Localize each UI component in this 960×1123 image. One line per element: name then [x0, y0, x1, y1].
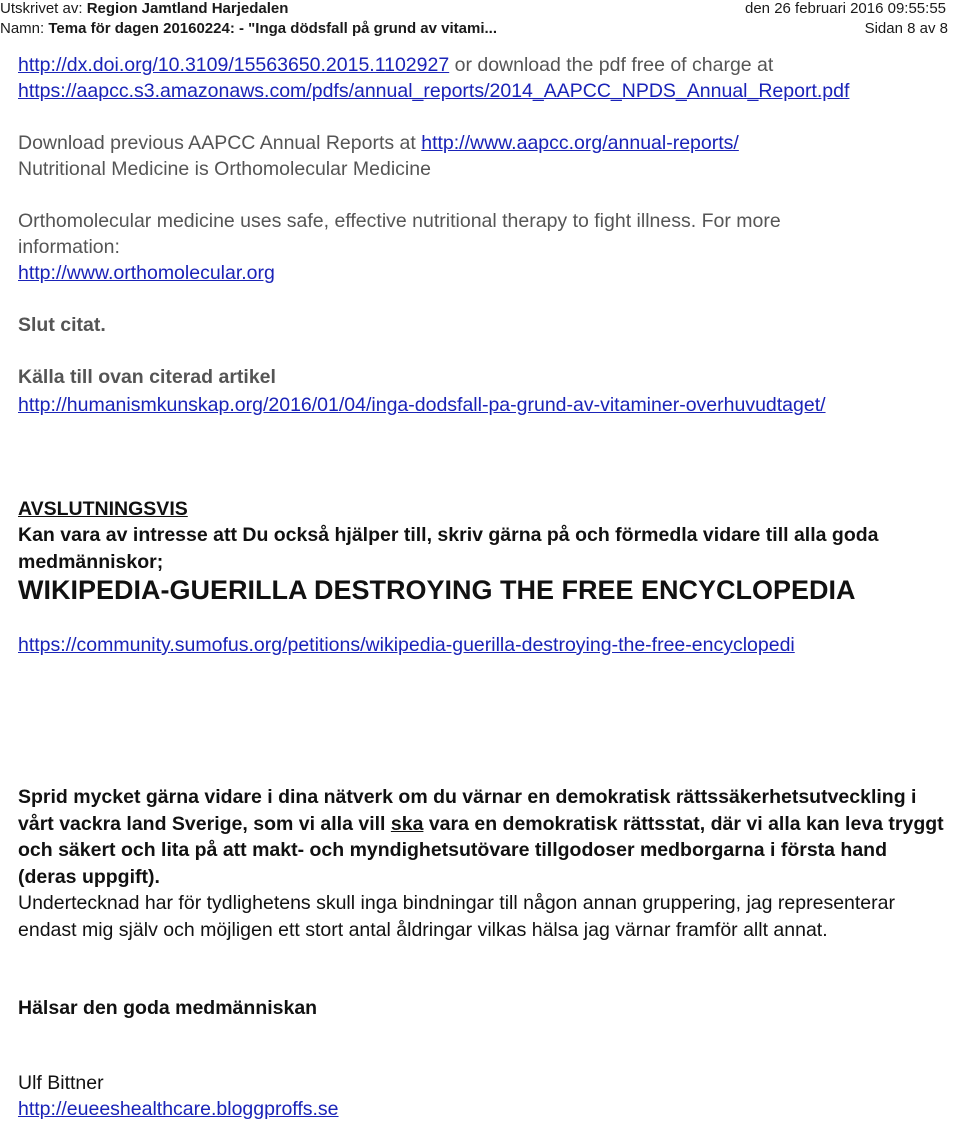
aapcc-pdf-link[interactable]: https://aapcc.s3.amazonaws.com/pdfs/annual_reports/2014_AAPCC_NPDS_Annual_Report.pdf	[18, 80, 850, 102]
blog-link-line	[18, 1096, 946, 1122]
doi-suffix: or download the pdf free of charge at	[449, 54, 774, 76]
printed-by-label: Utskrivet av:	[0, 0, 83, 17]
orthomolecular-text-1: Orthomolecular medicine uses safe, effective nutritional therapy to fight illness. For more	[18, 210, 781, 232]
petition-link[interactable]: https://community.sumofus.org/petitions/wikipedia-guerilla-destroying-the-free-encyclopedi	[18, 634, 795, 656]
spread-text-before: Sprid mycket gärna vidare i dina nätverk om du värnar en demokratisk rättssäkerhetsutveckling i vårt vackra land Sverige, som vi alla vill	[18, 786, 917, 835]
source-article-link[interactable]: http://humanismkunskap.org/2016/01/04/inga-dodsfall-pa-grund-av-vitaminer-overhuvudtaget/	[18, 394, 826, 416]
orthomolecular-text-2: information:	[18, 236, 120, 258]
document-name-label: Namn:	[0, 20, 45, 37]
source-heading: Källa till ovan citerad artikel	[18, 366, 276, 388]
orthomolecular-link-line	[18, 260, 946, 286]
previous-reports-text: Download previous AAPCC Annual Reports at	[18, 132, 422, 154]
blog-link[interactable]: http://eueeshealthcare.bloggproffs.se	[18, 1098, 339, 1120]
doi-line	[18, 52, 946, 78]
aapcc-reports-link[interactable]: http://www.aapcc.org/annual-reports/	[421, 132, 739, 154]
printed-by-value: Region Jamtland Harjedalen	[86, 0, 289, 17]
document-name-value: Tema för dagen 20160224: - "Inga dödsfall på grund av vitami...	[48, 20, 497, 37]
print-header-line2	[0, 20, 497, 38]
greeting: Hälsar den goda medmänniskan	[18, 997, 318, 1019]
spread-text-emphasis: ska	[390, 812, 424, 835]
end-quote-label: Slut citat.	[18, 314, 106, 336]
doi-link[interactable]: http://dx.doi.org/10.3109/15563650.2015.1102927	[18, 54, 450, 76]
print-datetime: den 26 februari 2016 09:55:55	[745, 0, 946, 17]
page-number: Sidan 8 av 8	[864, 20, 948, 37]
closing-heading: AVSLUTNINGSVIS	[18, 498, 188, 520]
wikipedia-heading: WIKIPEDIA-GUERILLA DESTROYING THE FREE ENCYCLOPEDIA	[18, 575, 856, 605]
print-header-line1	[0, 0, 288, 18]
previous-reports-line	[18, 130, 946, 156]
nutritional-medicine-line: Nutritional Medicine is Orthomolecular Medicine	[18, 158, 431, 180]
orthomolecular-link[interactable]: http://www.orthomolecular.org	[18, 262, 275, 284]
spread-paragraph	[18, 784, 946, 890]
closing-text: Kan vara av intresse att Du också hjälper till, skriv gärna på och förmedla vidare till alla goda medmänniskor;	[18, 524, 879, 573]
signature-name: Ulf Bittner	[18, 1072, 104, 1094]
aapcc-pdf-line	[18, 78, 946, 104]
petition-link-line	[18, 632, 946, 658]
source-link-line	[18, 392, 946, 418]
spread-text-after: vara en demokratisk rättsstat, där vi alla kan leva tryggt och säkert och lita på att makt- och myndighetsutövare tillgodoser medborgarna i första hand (deras uppgift).	[18, 812, 944, 888]
undersigned-paragraph: Undertecknad har för tydlighetens skull inga bindningar till någon annan gruppering, jag representerar endast mig själv och möjligen ett stort antal åldringar vilkas hälsa jag värnar framför allt annat.	[18, 892, 895, 941]
